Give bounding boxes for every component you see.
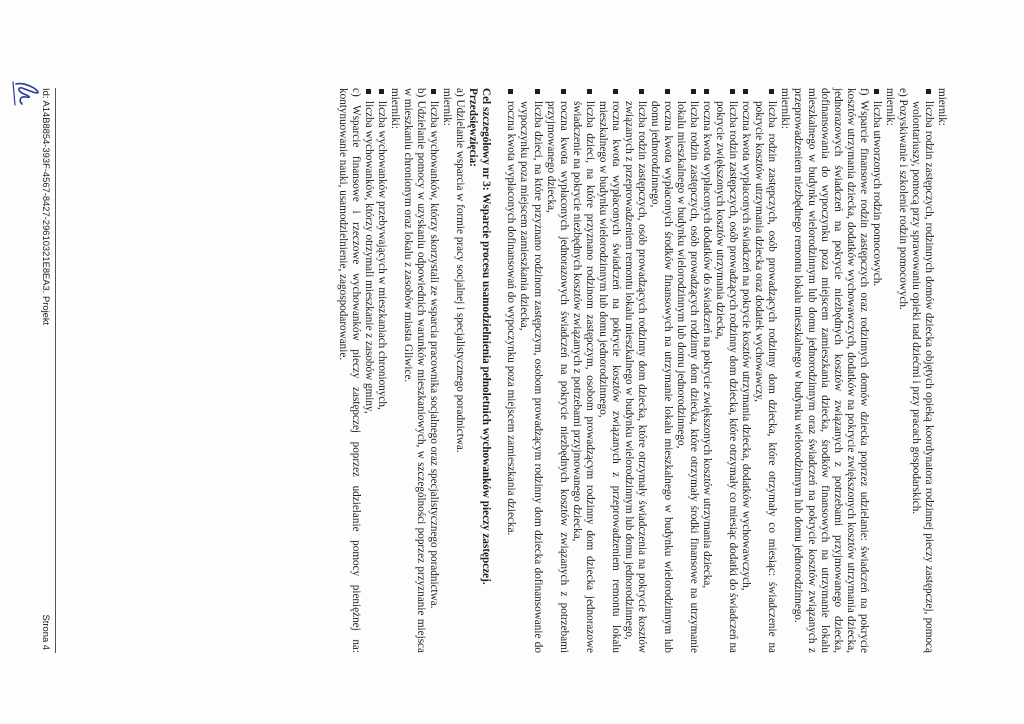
bullet-item: liczba dzieci, na które przyznano rodzinom zastępczym, osobom prowadzącym rodzinny dom dziecka jednorazowe świadczenie na pokrycie niezbędnych kosztów związanych z potrzebami przyjmowanego dziecka, — [570, 88, 596, 653]
mierniki-label: mierniki: — [389, 88, 402, 130]
item-f-paragraph: f) Wsparcie finansowe rodzin zastępczych oraz rodzinnych domów dziecka poprzez udzielanie: świadczeń na pokrycie kosztów utrzymania dziecka, dodatków wychowawczych, dodatków na pokrycie zwiększonych kosztów utrzymania dziecka, jednorazowych świadczeń na pokrycie niezbędnych kosztów związanych z potrzebami przyjmowanego dziecka, dofinansowania do wypoczynku poza miejscem zamieszkania dziecka, środków finansowych na utrzymanie lokalu mieszkalnego w budynku wielorodzinnym lub domu jednorodzinnym oraz świadczeń na pokrycie kosztów związanych z przeprowadzeniem niezbędnego remontu lokalu mieszkalnego w budynku wielorodzinnym lub domu jednorodzinnego. — [792, 88, 870, 653]
bullet-item: liczba wychowanków przebywających w mieszkaniach chronionych, — [375, 88, 388, 653]
bullet-item: roczna kwota wypłaconych świadczeń na pokrycie kosztów utrzymania dziecka, dodatków wychowawczych, — [739, 88, 752, 653]
item-e-heading: e) Pozyskiwanie i szkolenie rodzin pomocowych. — [896, 88, 909, 310]
bullet-item: roczna kwota wypłaconych dodatków do świadczeń na pokrycie zwiększonych kosztów utrzymania dziecka, — [700, 88, 713, 653]
page-number: Strona 4 — [41, 614, 52, 650]
bullet-item: roczna kwota wypłaconych świadczeń na pokrycie kosztów związanych z przeprowadzeniem remontu lokalu mieszkalnego w budynku wielorodzinnym lub domu jednorodzinnego, — [596, 88, 622, 653]
bullet-item: liczba rodzin zastępczych, osób prowadzących rodzinny dom dziecka, które otrzymały co miesiąc dodatki do świadczeń na pokrycie zwiększonych kosztów utrzymania dziecka, — [713, 88, 739, 653]
miernik-label: miernik: — [883, 88, 896, 126]
document-id: Id: A14B8854-393F-4567-8427-29610321E8EA3. Projekt — [41, 88, 52, 326]
item-a-paragraph: a) Udzielanie wsparcia w formie pracy socjalnej i specjalistycznego poradnictwa. — [454, 88, 467, 453]
bullet-item: roczna kwota wypłaconych jednorazowych świadczeń na pokrycie niezbędnych kosztów związanych z potrzebami przyjmowanego dziecka, — [544, 88, 570, 653]
section-heading: Cel szczegółowy nr 3: Wsparcie procesu usamodzielnienia pełnoletnich wychowanków pieczy zastępczej. — [480, 88, 493, 585]
document-body — [336, 88, 948, 653]
przedsiewziecia-heading: Przedsięwzięcia: — [467, 88, 480, 167]
bullet-item: liczba rodzin zastępczych, osób prowadzących rodzinny dom dziecka, które otrzymały co miesiąc: świadczenie na pokrycie kosztów utrzymania dziecka oraz dodatek wychowawczy, — [752, 88, 778, 653]
signature-icon — [10, 78, 42, 108]
miernik-label: miernik: — [441, 88, 454, 126]
bullet-item: roczna kwota wypłaconych środków finansowych na utrzymanie lokalu mieszkalnego w budynku wielorodzinnym lub domu jednorodzinnego, — [648, 88, 674, 653]
item-b-paragraph: b) Udzielanie pomocy w uzyskaniu odpowiednich warunków mieszkaniowych, w szczególności poprzez przyznanie miejsca w mieszkaniu chronionym oraz lokalu z zasobów miasta Gliwice. — [402, 88, 428, 653]
bullet-item: roczna kwota wypłaconych dofinansowań do wypoczynku poza miejscem zamieszkania dziecka. — [504, 88, 517, 653]
miernik-label: miernik: — [936, 88, 948, 126]
bullet-item: liczba rodzin zastępczych, osób prowadzących rodzinny dom dziecka, które otrzymały środki finansowe na utrzymanie lokalu mieszkalnego w budynku wielorodzinnym lub domu jednorodzinnego, — [674, 88, 700, 653]
bullet-item: liczba wychowanków, którzy otrzymali mieszkanie z zasobów gminy, — [362, 88, 375, 653]
bullet-item: liczba wychowanków, którzy skorzystali ze wsparcia pracownika socjalnego oraz specjalistycznego poradnictwa. — [427, 88, 440, 653]
mierniki-label: mierniki: — [779, 88, 792, 130]
bullet-item: liczba utworzonych rodzin pomocowych. — [870, 88, 883, 653]
footer-divider — [55, 88, 56, 653]
spacer — [492, 88, 504, 653]
bullet-item: liczba rodzin zastępczych, rodzinnych domów dziecka objętych opieką koordynatora rodzinnej pieczy zastępczej, pomocą wolontariuszy, pomocą przy sprawowaniu opieki nad dziećmi i przy pracach gospodarskich. — [909, 88, 935, 653]
bullet-item: liczba rodzin zastępczych, osób prowadzących rodzinny dom dziecka, które otrzymały świadczenia na pokrycie kosztów związanych z przeprowadzeniem remontu lokalu mieszkalnego w budynku wielorodzinnym lub domu jednorodzinnego, — [622, 88, 648, 653]
item-c-paragraph: c) Wsparcie finansowe i rzeczowe wychowanków pieczy zastępczej poprzez udzielanie pomocy pieniężnej na: kontynuowanie nauki, usamodzielnienie, zagospodarowanie. — [336, 88, 362, 653]
bullet-item: liczba dzieci, na które przyznano rodzinom zastępczym, osobom prowadzącym rodzinny dom dziecka dofinansowanie do wypoczynku poza miejscem zamieszkania dziecka, — [517, 88, 543, 653]
